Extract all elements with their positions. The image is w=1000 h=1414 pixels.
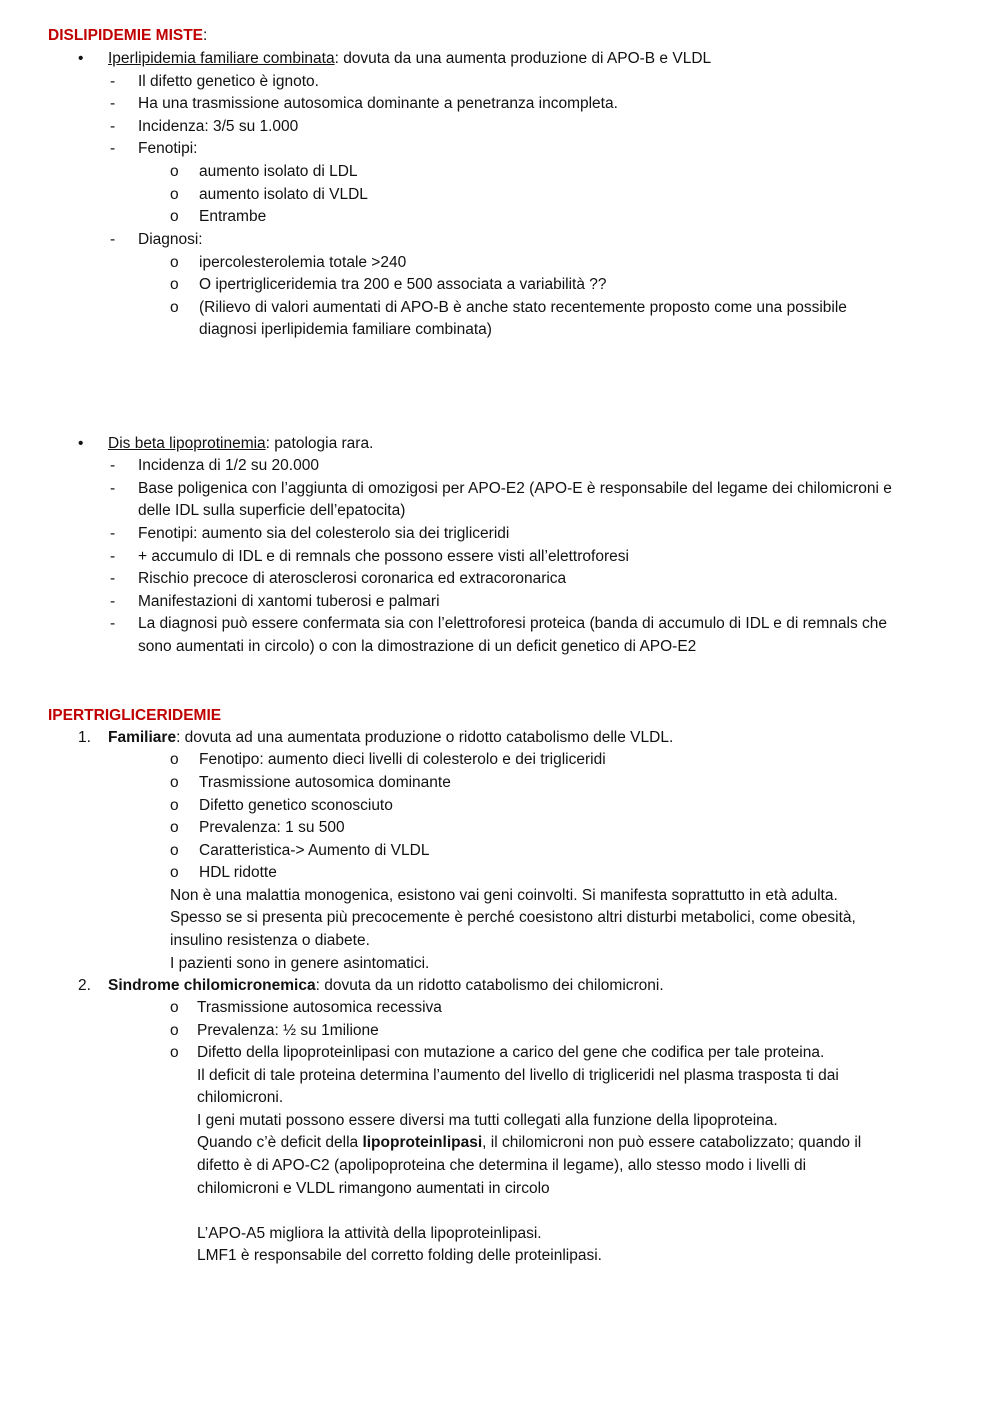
dash-marker: - bbox=[110, 118, 116, 135]
circle-marker: o bbox=[170, 208, 179, 225]
list-item: Ha una trasmissione autosomica dominante a penetranza incompleta. bbox=[138, 95, 618, 112]
sub-list-item: (Rilievo di valori aumentati di APO-B è anche stato recentemente proposto come una possibile bbox=[199, 299, 847, 316]
item-iperlipidemia-familiare: Iperlipidemia familiare combinata: dovuta da una aumenta produzione di APO-B e VLDL bbox=[108, 50, 712, 67]
list-item: Incidenza di 1/2 su 20.000 bbox=[138, 457, 319, 474]
paragraph-line: chilomicroni. bbox=[197, 1089, 284, 1106]
sub-list-item: Caratteristica-> Aumento di VLDL bbox=[199, 842, 430, 859]
section-heading-ipertrigliceridemie: IPERTRIGLICERIDEMIE bbox=[48, 707, 222, 724]
circle-marker: o bbox=[170, 1022, 179, 1039]
dash-marker: - bbox=[110, 231, 116, 248]
sub-list-item: ipercolesterolemia totale >240 bbox=[199, 254, 407, 271]
paragraph-line: difetto è di APO-C2 (apolipoproteina che determina il legame), allo stesso modo i livelli di bbox=[197, 1157, 807, 1174]
dash-marker: - bbox=[110, 525, 116, 542]
circle-marker: o bbox=[170, 163, 179, 180]
circle-marker: o bbox=[170, 864, 179, 881]
sub-list-item-continuation: diagnosi iperlipidemia familiare combinata) bbox=[199, 321, 492, 338]
circle-marker: o bbox=[170, 999, 179, 1016]
circle-marker: o bbox=[170, 276, 179, 293]
paragraph-line: Quando c’è deficit della lipoproteinlipasi, il chilomicroni non può essere catabolizzato; quando il bbox=[197, 1134, 862, 1151]
paragraph-line: I pazienti sono in genere asintomatici. bbox=[170, 955, 430, 972]
number-marker: 2. bbox=[78, 977, 91, 994]
bullet-marker: • bbox=[78, 435, 84, 452]
dash-marker: - bbox=[110, 480, 116, 497]
list-item: Incidenza: 3/5 su 1.000 bbox=[138, 118, 299, 135]
paragraph-line: Spesso se si presenta più precocemente è perché coesistono altri disturbi metabolici, come obesità, bbox=[170, 909, 856, 926]
paragraph-line: LMF1 è responsabile del corretto folding delle proteinlipasi. bbox=[197, 1247, 602, 1264]
paragraph-line: L’APO-A5 migliora la attività della lipoproteinlipasi. bbox=[197, 1225, 542, 1242]
item-sindrome-chilomicronemica: Sindrome chilomicronemica: dovuta da un ridotto catabolismo dei chilomicroni. bbox=[108, 977, 664, 994]
circle-marker: o bbox=[170, 842, 179, 859]
circle-marker: o bbox=[170, 186, 179, 203]
sub-list-item: Entrambe bbox=[199, 208, 267, 225]
dash-marker: - bbox=[110, 95, 116, 112]
circle-marker: o bbox=[170, 254, 179, 271]
list-item: Base poligenica con l’aggiunta di omozigosi per APO-E2 (APO-E è responsabile del legame dei chilomicroni e bbox=[138, 480, 892, 497]
list-item-continuation: delle IDL sulla superficie dell’epatocita) bbox=[138, 502, 406, 519]
dash-marker: - bbox=[110, 457, 116, 474]
list-item: Diagnosi: bbox=[138, 231, 203, 248]
paragraph-line: Il deficit di tale proteina determina l’aumento del livello di trigliceridi nel plasma trasposta ti dai bbox=[197, 1067, 839, 1084]
sub-list-item: Trasmissione autosomica dominante bbox=[199, 774, 451, 791]
dash-marker: - bbox=[110, 140, 116, 157]
circle-marker: o bbox=[170, 774, 179, 791]
dash-marker: - bbox=[110, 548, 116, 565]
circle-marker: o bbox=[170, 819, 179, 836]
paragraph-line: insulino resistenza o diabete. bbox=[170, 932, 370, 949]
list-item: Manifestazioni di xantomi tuberosi e palmari bbox=[138, 593, 440, 610]
sub-list-item: Prevalenza: ½ su 1milione bbox=[197, 1022, 379, 1039]
number-marker: 1. bbox=[78, 729, 91, 746]
sub-list-item: aumento isolato di VLDL bbox=[199, 186, 368, 203]
sub-list-item: aumento isolato di LDL bbox=[199, 163, 358, 180]
circle-marker: o bbox=[170, 797, 179, 814]
section-heading-dislipidemie: DISLIPIDEMIE MISTE: bbox=[48, 27, 208, 44]
dash-marker: - bbox=[110, 615, 116, 632]
paragraph-line: I geni mutati possono essere diversi ma tutti collegati alla funzione della lipoproteina. bbox=[197, 1112, 778, 1129]
list-item: Il difetto genetico è ignoto. bbox=[138, 73, 319, 90]
circle-marker: o bbox=[170, 299, 179, 316]
sub-list-item: Fenotipo: aumento dieci livelli di colesterolo e dei trigliceridi bbox=[199, 751, 606, 768]
sub-list-item: O ipertrigliceridemia tra 200 e 500 associata a variabilità ?? bbox=[199, 276, 607, 293]
item-dis-beta-lipoprotinemia: Dis beta lipoprotinemia: patologia rara. bbox=[108, 435, 374, 452]
list-item: + accumulo di IDL e di remnals che possono essere visti all’elettroforesi bbox=[138, 548, 629, 565]
list-item: La diagnosi può essere confermata sia con l’elettroforesi proteica (banda di accumulo di IDL e di remnals che bbox=[138, 615, 888, 632]
sub-list-item: Difetto della lipoproteinlipasi con mutazione a carico del gene che codifica per tale proteina. bbox=[197, 1044, 825, 1061]
item-familiare: Familiare: dovuta ad una aumentata produzione o ridotto catabolismo delle VLDL. bbox=[108, 729, 674, 746]
bullet-marker: • bbox=[78, 50, 84, 67]
dash-marker: - bbox=[110, 593, 116, 610]
list-item: Rischio precoce di aterosclerosi coronarica ed extracoronarica bbox=[138, 570, 567, 587]
sub-list-item: Difetto genetico sconosciuto bbox=[199, 797, 393, 814]
sub-list-item: HDL ridotte bbox=[199, 864, 277, 881]
circle-marker: o bbox=[170, 751, 179, 768]
dash-marker: - bbox=[110, 570, 116, 587]
sub-list-item: Prevalenza: 1 su 500 bbox=[199, 819, 345, 836]
list-item: Fenotipi: bbox=[138, 140, 198, 157]
paragraph-line: Non è una malattia monogenica, esistono vai geni coinvolti. Si manifesta soprattutto in età adulta. bbox=[170, 887, 838, 904]
dash-marker: - bbox=[110, 73, 116, 90]
circle-marker: o bbox=[170, 1044, 179, 1061]
list-item: Fenotipi: aumento sia del colesterolo sia dei trigliceridi bbox=[138, 525, 510, 542]
sub-list-item: Trasmissione autosomica recessiva bbox=[197, 999, 442, 1016]
list-item-continuation: sono aumentati in circolo) o con la dimostrazione di un deficit genetico di APO-E2 bbox=[138, 638, 697, 655]
paragraph-line: chilomicroni e VLDL rimangono aumentati in circolo bbox=[197, 1180, 550, 1197]
